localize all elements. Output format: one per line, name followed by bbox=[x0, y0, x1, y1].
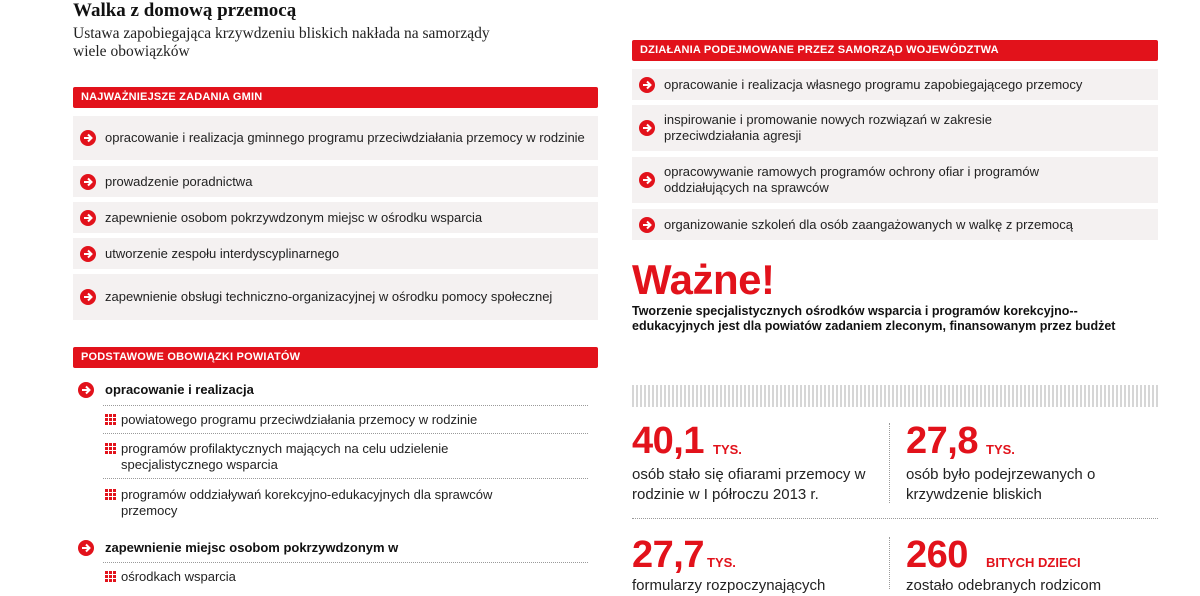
sub-item bbox=[103, 441, 533, 473]
stat-text: osób było podejrzewanych o krzywdzenie bliskich bbox=[906, 466, 1096, 503]
divider bbox=[632, 518, 1158, 519]
stat-unit: TYS. bbox=[986, 442, 1015, 457]
wojewodztwo-item-text: organizowanie szkoleń dla osób zaangażowanych w walkę z przemocą bbox=[664, 216, 1074, 232]
stat-value: 27,7 bbox=[632, 534, 704, 576]
sub-item bbox=[103, 569, 588, 585]
arrow-right-icon bbox=[638, 119, 656, 137]
wojewodztwo-heading: DZIAŁANIA PODEJMOWANE PRZEZ SAMORZĄD WOJEWÓDZTWA bbox=[632, 40, 1158, 61]
gmin-heading: NAJWAŻNIEJSZE ZADANIA GMIN bbox=[73, 87, 598, 108]
stat-unit: TYS. bbox=[713, 442, 742, 457]
gmin-item-text: opracowanie i realizacja gminnego programu przeciwdziałania przemocy w rodzinie bbox=[105, 130, 585, 145]
arrow-right-icon bbox=[79, 288, 97, 306]
arrow-right-icon bbox=[79, 129, 97, 147]
powiat-heading: PODSTAWOWE OBOWIĄZKI POWIATÓW bbox=[73, 347, 598, 368]
sub-item-text: ośrodkach wsparcia bbox=[121, 569, 236, 584]
stat-unit: BITYCH DZIECI bbox=[986, 555, 1081, 570]
stat-value: 260 bbox=[906, 534, 968, 576]
wojewodztwo-item-text: inspirowanie i promowanie nowych rozwiązań w zakresie przeciwdziałania agresji bbox=[664, 112, 993, 143]
sub-item bbox=[103, 412, 588, 428]
gmin-item-text: utworzenie zespołu interdyscyplinarnego bbox=[105, 245, 340, 261]
decorative-stripe bbox=[632, 385, 1158, 407]
sub-item-text: powiatowego programu przeciwdziałania przemocy w rodzinie bbox=[121, 412, 478, 427]
list-item bbox=[632, 69, 1158, 100]
stat-text: zostało odebranych rodzicom bbox=[906, 577, 1102, 594]
powiat-group-label: opracowanie i realizacja bbox=[105, 382, 254, 397]
list-item bbox=[632, 157, 1158, 203]
divider bbox=[103, 405, 588, 406]
stat-text: formularzy rozpoczynających bbox=[632, 577, 826, 594]
list-item bbox=[632, 209, 1158, 240]
list-item bbox=[73, 166, 598, 197]
powiat-group-label: zapewnienie miejsc osobom pokrzywdzonym w bbox=[105, 540, 399, 555]
arrow-right-icon bbox=[638, 76, 656, 94]
arrow-right-icon bbox=[638, 216, 656, 234]
divider bbox=[103, 478, 588, 479]
sub-item-text: programów oddziaływań korekcyjno-edukacyjnych dla sprawców przemocy bbox=[121, 487, 493, 518]
stat-unit: TYS. bbox=[707, 555, 736, 570]
grid-bullet-icon bbox=[105, 571, 116, 582]
list-item bbox=[73, 116, 598, 160]
arrow-right-icon bbox=[79, 245, 97, 263]
important-title: Ważne! bbox=[632, 256, 775, 303]
list-item bbox=[73, 202, 598, 233]
stat-text: osób stało się ofiarami przemocy w rodzinie w I półroczu 2013 r. bbox=[632, 466, 866, 503]
arrow-right-icon bbox=[77, 539, 95, 557]
gmin-item-text: zapewnienie osobom pokrzywdzonym miejsc w ośrodku wsparcia bbox=[105, 209, 483, 225]
list-item bbox=[73, 238, 598, 269]
grid-bullet-icon bbox=[105, 489, 116, 500]
divider bbox=[889, 537, 890, 589]
divider bbox=[103, 433, 588, 434]
gmin-item-text: prowadzenie poradnictwa bbox=[105, 173, 253, 189]
arrow-right-icon bbox=[79, 173, 97, 191]
divider bbox=[103, 562, 588, 563]
important-text: Tworzenie specjalistycznych ośrodków wsparcia i programów korekcyjno--edukacyjnych jest dla powiatów zadaniem zleconym, finansowanym przez budżet bbox=[632, 304, 1116, 333]
sub-item-text: programów profilaktycznych mających na celu udzielenie specjalistycznego wsparcia bbox=[121, 441, 449, 472]
gmin-item-text: zapewnienie obsługi techniczno-organizacyjnej w ośrodku pomocy społecznej bbox=[105, 289, 553, 304]
stat-value: 27,8 bbox=[906, 420, 978, 462]
wojewodztwo-item-text: opracowanie i realizacja własnego programu zapobiegającego przemocy bbox=[664, 76, 1083, 92]
stat-value: 40,1 bbox=[632, 420, 704, 462]
grid-bullet-icon bbox=[105, 443, 116, 454]
list-item bbox=[73, 274, 598, 320]
divider bbox=[889, 423, 890, 503]
powiat-group-1 bbox=[73, 381, 625, 399]
arrow-right-icon bbox=[638, 171, 656, 189]
grid-bullet-icon bbox=[105, 414, 116, 425]
wojewodztwo-item-text: opracowywanie ramowych programów ochrony ofiar i programów oddziałujących na sprawców bbox=[664, 164, 1039, 195]
sub-item bbox=[103, 487, 503, 519]
arrow-right-icon bbox=[77, 381, 95, 399]
page-subtitle: Ustawa zapobiegająca krzywdzeniu bliskich nakłada na samorządy wiele obowiązków bbox=[73, 25, 490, 60]
powiat-group-2 bbox=[73, 539, 625, 557]
page-title: Walka z domową przemocą bbox=[73, 0, 297, 21]
arrow-right-icon bbox=[79, 209, 97, 227]
list-item bbox=[632, 105, 1158, 151]
